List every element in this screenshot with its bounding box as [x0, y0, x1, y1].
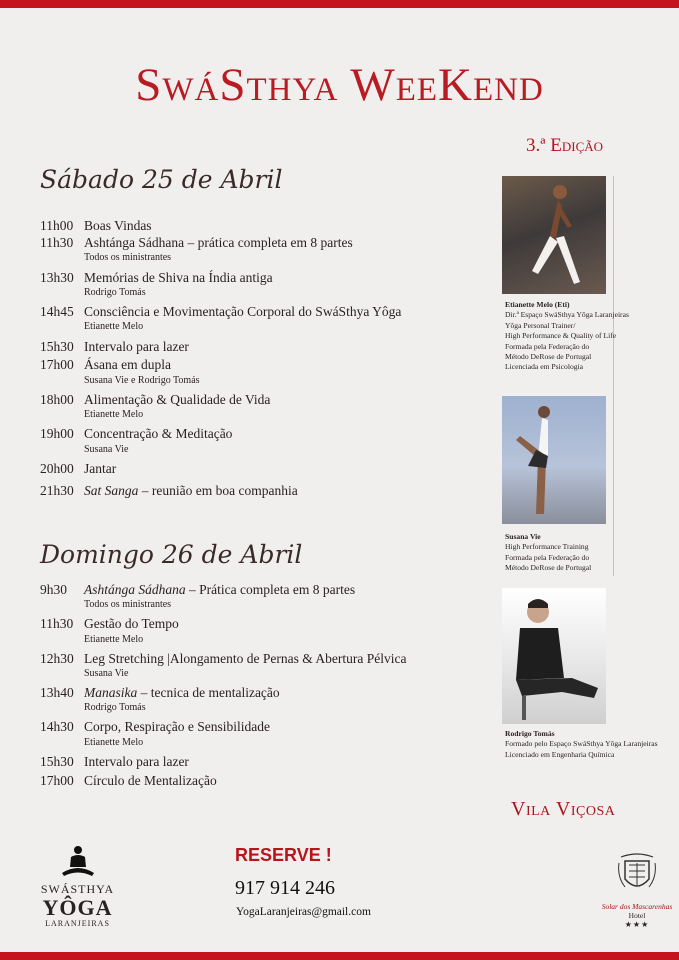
- instructor-bio-line: Licenciada em Psicologia: [505, 362, 584, 372]
- hotel-type: Hotel: [628, 911, 646, 920]
- schedule-presenter: Susana Vie: [84, 668, 129, 679]
- schedule-item: [40, 461, 116, 477]
- schedule-time: 18h00: [40, 392, 74, 407]
- schedule-item: [40, 218, 152, 234]
- reserve-label: RESERVE !: [235, 845, 332, 865]
- schedule-presenter: Etianette Melo: [84, 409, 144, 420]
- schedule-time: 14h30: [40, 719, 74, 734]
- schedule-presenter: Etianette Melo: [84, 737, 144, 748]
- hotel-logo: [596, 853, 678, 929]
- schedule-activity-text: Corpo, Respiração e Sensibilidade: [84, 719, 270, 734]
- schedule-item: [40, 685, 280, 701]
- hotel-stars: ★★★: [624, 920, 650, 929]
- schedule-activity: [84, 483, 298, 498]
- schedule-time: 19h00: [40, 426, 74, 441]
- instructor-name: Etianette Melo (Eti): [505, 300, 570, 309]
- schedule-time: 15h30: [40, 339, 74, 354]
- instructor-photo-rodrigo: [502, 588, 606, 724]
- schedule-activity: [84, 218, 152, 233]
- schedule-activity-text: Alimentação & Qualidade de Vida: [84, 392, 271, 407]
- schedule-time: 9h30: [40, 582, 67, 597]
- schedule-presenter: Todos os ministrantes: [84, 252, 172, 263]
- instructor-photo-etianette: [502, 176, 606, 294]
- instructor-bio-line: Formada pela Federação do: [505, 552, 590, 562]
- instructor-photo-susana: [502, 396, 606, 524]
- bio-etianette: [505, 300, 629, 373]
- schedule-activity: [84, 426, 232, 441]
- schedule-time: 11h30: [40, 235, 74, 250]
- schedule-activity-text: – reunião em boa companhia: [138, 483, 298, 498]
- schedule-activity-text: – tecnica de mentalização: [137, 685, 280, 700]
- schedule-item: [40, 270, 273, 286]
- schedule-activity-text: – Prática completa em 8 partes: [185, 582, 356, 597]
- logo-line-2: YÔGA: [42, 895, 113, 920]
- schedule-activity-text: Ashtánga Sádhana – prática completa em 8 partes: [84, 235, 353, 250]
- saturday-heading: Sábado 25 de Abril: [40, 165, 283, 194]
- logo-line-1: SWÁSTHYA: [40, 882, 115, 896]
- bio-susana: [505, 532, 591, 574]
- schedule-item: [40, 754, 189, 770]
- schedule-activity-text: Intervalo para lazer: [84, 754, 189, 769]
- coat-of-arms-icon: [615, 853, 659, 897]
- meditation-figure-icon: [58, 845, 98, 877]
- schedule-presenter: Etianette Melo: [84, 634, 144, 645]
- instructor-name: Rodrigo Tomás: [505, 729, 555, 738]
- schedule-activity: [84, 339, 189, 354]
- schedule-time: 17h00: [40, 773, 74, 788]
- email-address[interactable]: YogaLaranjeiras@gmail.com: [236, 906, 371, 918]
- instructor-bio-line: Formado pelo Espaço SwáSthya Yôga Laranjeiras: [505, 739, 658, 749]
- schedule-activity-italic: Sat Sanga: [84, 483, 139, 498]
- schedule-activity: [84, 582, 355, 597]
- schedule-time: 20h00: [40, 461, 74, 476]
- schedule-presenter: Rodrigo Tomás: [84, 702, 146, 713]
- swasthya-yoga-logo: [30, 845, 125, 928]
- schedule-item: [40, 773, 217, 789]
- schedule-time: 13h30: [40, 270, 74, 285]
- logo-line-3: LARANJEIRAS: [45, 919, 110, 928]
- schedule-activity: [84, 270, 273, 285]
- schedule-presenter: Etianette Melo: [84, 321, 144, 332]
- schedule-activity-text: Círculo de Mentalização: [84, 773, 217, 788]
- bio-rodrigo: [505, 729, 658, 760]
- schedule-activity-text: Ásana em dupla: [84, 357, 171, 372]
- schedule-item: [40, 357, 171, 373]
- schedule-activity-text: Concentração & Meditação: [84, 426, 233, 441]
- schedule-activity: [84, 719, 270, 734]
- phone-number[interactable]: 917 914 246: [235, 877, 335, 899]
- schedule-time: 21h30: [40, 483, 74, 498]
- top-red-bar: [0, 0, 679, 8]
- bottom-red-bar: [0, 952, 679, 960]
- schedule-activity-text: Jantar: [84, 461, 117, 476]
- schedule-activity-text: Boas Vindas: [84, 218, 152, 233]
- schedule-time: 11h00: [40, 218, 74, 233]
- schedule-item: [40, 616, 179, 632]
- schedule-time: 13h40: [40, 685, 74, 700]
- schedule-item: [40, 304, 401, 320]
- instructor-name: Susana Vie: [505, 532, 541, 541]
- schedule-item: [40, 582, 355, 598]
- instructor-bio-line: Método DeRose de Portugal: [505, 352, 592, 362]
- schedule-activity-text: Consciência e Movimentação Corporal do SwáSthya Yôga: [84, 304, 402, 319]
- instructor-bio-line: Formada pela Federação do: [505, 341, 590, 351]
- schedule-item: [40, 426, 232, 442]
- schedule-activity-text: Intervalo para lazer: [84, 339, 189, 354]
- schedule-activity: [84, 461, 116, 476]
- schedule-activity: [84, 616, 179, 631]
- event-title: SwáSthya WeeKend: [135, 59, 544, 111]
- schedule-activity: [84, 392, 270, 407]
- schedule-activity: [84, 235, 353, 250]
- schedule-item: [40, 339, 189, 355]
- sunday-heading: Domingo 26 de Abril: [40, 540, 303, 569]
- schedule-activity: [84, 773, 217, 788]
- instructor-bio-line: Yôga Personal Trainer/: [505, 320, 576, 330]
- instructor-bio-line: High Performance & Quality of Life: [505, 331, 617, 341]
- schedule-activity-text: Gestão do Tempo: [84, 616, 179, 631]
- schedule-activity: [84, 651, 407, 666]
- instructor-bio-line: Licenciado em Engenharia Química: [505, 749, 615, 759]
- schedule-item: [40, 651, 407, 667]
- hotel-name: Solar dos Mascarenhas: [601, 902, 673, 911]
- schedule-time: 11h30: [40, 616, 74, 631]
- schedule-time: 12h30: [40, 651, 74, 666]
- schedule-activity: [84, 304, 401, 319]
- schedule-presenter: Susana Vie e Rodrigo Tomás: [84, 375, 200, 386]
- schedule-item: [40, 483, 298, 499]
- instructor-bio-line: Dir.ª Espaço SwáSthya Yôga Laranjeiras: [505, 310, 629, 320]
- schedule-item: [40, 392, 270, 408]
- schedule-item: [40, 235, 353, 251]
- instructor-bio-line: Método DeRose de Portugal: [505, 563, 592, 573]
- schedule-presenter: Rodrigo Tomás: [84, 287, 146, 298]
- schedule-time: 15h30: [40, 754, 74, 769]
- schedule-activity: [84, 357, 171, 372]
- schedule-presenter: Susana Vie: [84, 444, 129, 455]
- schedule-activity: [84, 754, 189, 769]
- schedule-time: 17h00: [40, 357, 74, 372]
- schedule-activity-italic: Ashtánga Sádhana: [84, 582, 186, 597]
- schedule-activity-italic: Manasika: [84, 685, 138, 700]
- schedule-activity-text: Memórias de Shiva na Índia antiga: [84, 270, 273, 285]
- schedule-activity-text: Leg Stretching |Alongamento de Pernas & Abertura Pélvica: [84, 651, 407, 666]
- schedule-item: [40, 719, 270, 735]
- divider-line: [613, 176, 614, 576]
- schedule-activity: [84, 685, 280, 700]
- schedule-presenter: Todos os ministrantes: [84, 599, 172, 610]
- edition-label: 3.ª Edição: [526, 135, 604, 156]
- instructor-bio-line: High Performance Training: [505, 542, 589, 552]
- location-label: Vila Viçosa: [511, 798, 616, 820]
- schedule-time: 14h45: [40, 304, 74, 319]
